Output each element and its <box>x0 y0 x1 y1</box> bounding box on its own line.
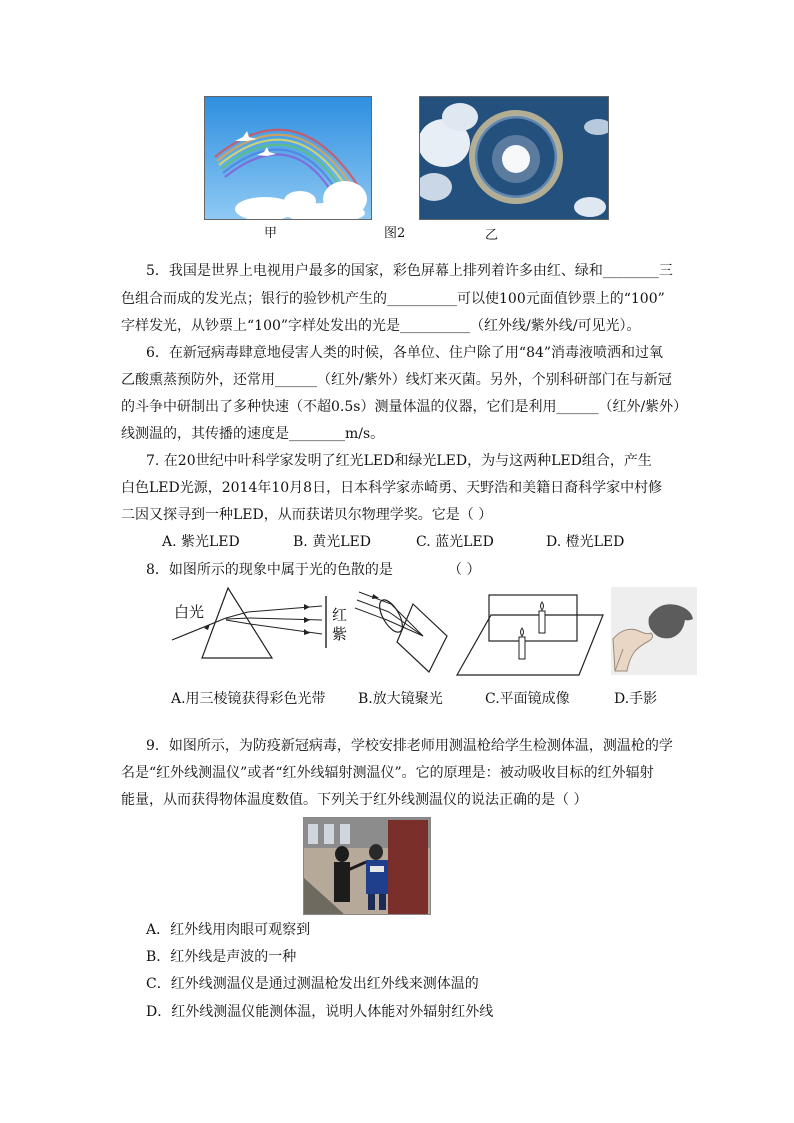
q5-line-3: 字样发光，从钞票上“100”字样处发出的光是__________（红外线/紫外线/可见光）。 <box>121 318 641 334</box>
q7-option-c: C. 蓝光LED <box>416 534 494 550</box>
q6-line-4: 线测温的，其传播的速度是________m/s。 <box>121 426 385 442</box>
q8-option-d: D.手影 <box>614 691 658 707</box>
q7-line-3: 二因又探寻到一种LED，从而获诺贝尔物理学奖。它是（ ） <box>121 507 493 523</box>
q8-option-b: B.放大镜聚光 <box>358 691 443 707</box>
q9-option-b: B．红外线是声波的一种 <box>146 949 297 965</box>
q8-bracket: （ ） <box>448 562 481 578</box>
q9-line-1: 9．如图所示，为防疫新冠病毒，学校安排老师用测温枪给学生检测体温，测温枪的学 <box>146 738 673 754</box>
q5-line-2: 色组合而成的发光点；银行的验钞机产生的__________可以使100元面值钞票上的“100” <box>121 291 665 307</box>
q6-line-3: 的斗争中研制出了多种快速（不超0.5s）测量体温的仪器，它们是利用______（红外/紫外） <box>121 399 688 415</box>
temperature-check-photo <box>303 817 431 915</box>
q6-line-2: 乙酸熏蒸预防外，还常用______（红外/紫外）线灯来灭菌。另外，个别科研部门在与新冠 <box>121 372 672 388</box>
q7-option-b: B. 黄光LED <box>293 534 371 550</box>
q7-option-a: A. 紫光LED <box>162 534 240 550</box>
plane-mirror-diagram <box>455 593 605 677</box>
q9-line-2: 名是“红外线测温仪”或者“红外线辐射测温仪”。它的原理是：被动吸收目标的红外辐射 <box>121 765 654 781</box>
q5-line-1: 5．我国是世界上电视用户最多的国家，彩色屏幕上排列着许多由红、绿和________三 <box>146 263 673 279</box>
photo-rainbow <box>204 96 372 220</box>
q7-line-1: 7. 在20世纪中叶科学家发明了红光LED和绿光LED，为与这两种LED组合，产生 <box>146 453 652 469</box>
q7-option-d: D. 橙光LED <box>546 534 625 550</box>
prism-diagram <box>168 584 358 668</box>
prism-label-white-light: 白光 <box>174 603 205 621</box>
figure2-caption: 图2 <box>384 226 406 241</box>
q9-option-a: A．红外线用肉眼可观察到 <box>146 922 311 938</box>
q7-line-2: 白色LED光源，2014年10月8日，日本科学家赤崎勇、天野浩和美籍日裔科学家中村修 <box>121 480 663 496</box>
q8-stem: 8．如图所示的现象中属于光的色散的是 <box>146 562 393 578</box>
prism-label-red: 红 <box>332 606 348 624</box>
q9-line-3: 能量，从而获得物体温度数值。下列关于红外线测温仪的说法正确的是（ ） <box>121 792 588 808</box>
q6-line-1: 6．在新冠病毒肆意地侵害人类的时候，各单位、住户除了用“84”消毒液喷洒和过氧 <box>146 345 664 361</box>
q8-option-a: A.用三棱镜获得彩色光带 <box>171 691 326 707</box>
magnifier-diagram <box>355 584 451 674</box>
figure2-left-caption: 甲 <box>264 226 278 241</box>
prism-label-purple: 紫 <box>332 625 348 643</box>
q9-option-d: D．红外线测温仪能测体温，说明人体能对外辐射红外线 <box>146 1004 494 1020</box>
hand-shadow-photo <box>611 587 697 675</box>
photo-solar-halo <box>419 96 609 220</box>
q9-option-c: C．红外线测温仪是通过测温枪发出红外线来测体温的 <box>146 976 479 992</box>
figure2-right-caption: 乙 <box>485 228 499 243</box>
q8-option-c: C.平面镜成像 <box>485 691 570 707</box>
